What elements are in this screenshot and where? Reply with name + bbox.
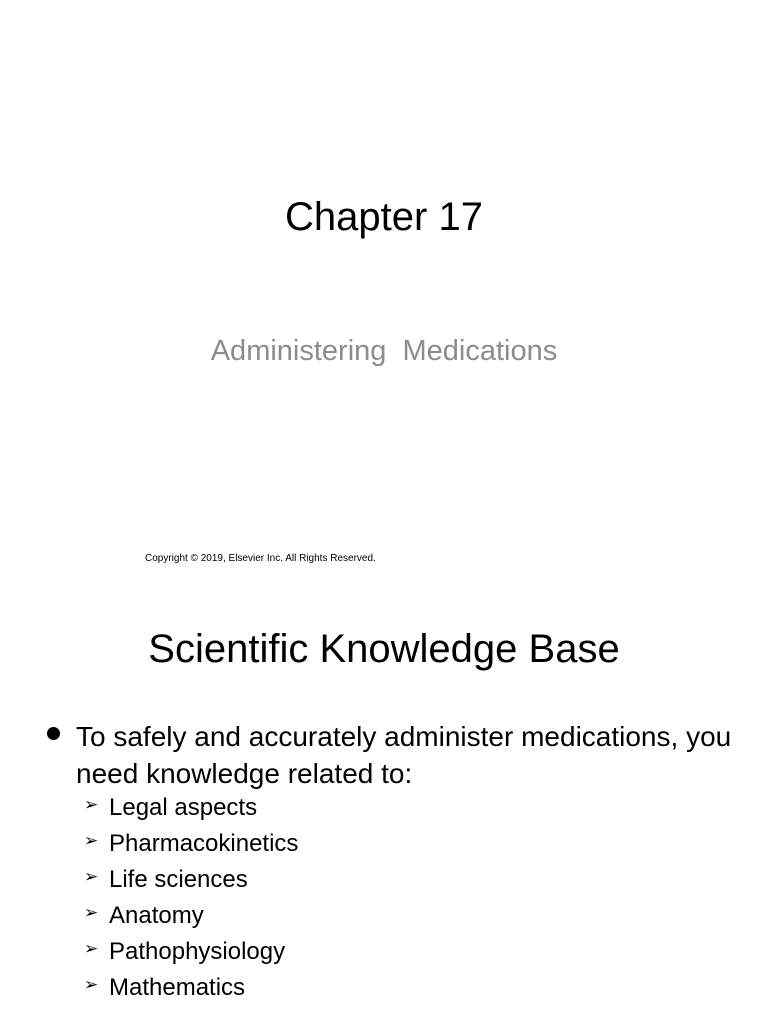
arrowhead-bullet-icon: ➢ (84, 867, 99, 886)
chapter-subtitle: Administering Medications (210, 335, 558, 367)
list-item-label: Mathematics (109, 974, 246, 1001)
list-item-label: Pharmacokinetics (109, 830, 299, 857)
bullet-dot-icon (47, 727, 60, 740)
arrowhead-bullet-icon: ➢ (84, 831, 99, 850)
slide-title: Scientific Knowledge Base (148, 627, 620, 671)
chapter-title: Chapter 17 (285, 195, 483, 239)
arrowhead-bullet-icon: ➢ (84, 939, 99, 958)
main-bullet-text: To safely and accurately administer medications, you need knowledge related to: (76, 721, 732, 789)
list-item-label: Anatomy (109, 902, 204, 929)
arrowhead-bullet-icon: ➢ (84, 903, 99, 922)
arrowhead-bullet-icon: ➢ (84, 975, 99, 994)
list-item-label: Pathophysiology (109, 938, 286, 965)
list-item-label: Life sciences (109, 866, 248, 893)
arrowhead-bullet-icon: ➢ (84, 795, 99, 814)
copyright-notice: Copyright © 2019, Elsevier Inc. All Rights Reserved. (145, 553, 376, 564)
list-item-label: Legal aspects (109, 794, 258, 821)
content-slide (0, 590, 768, 1024)
